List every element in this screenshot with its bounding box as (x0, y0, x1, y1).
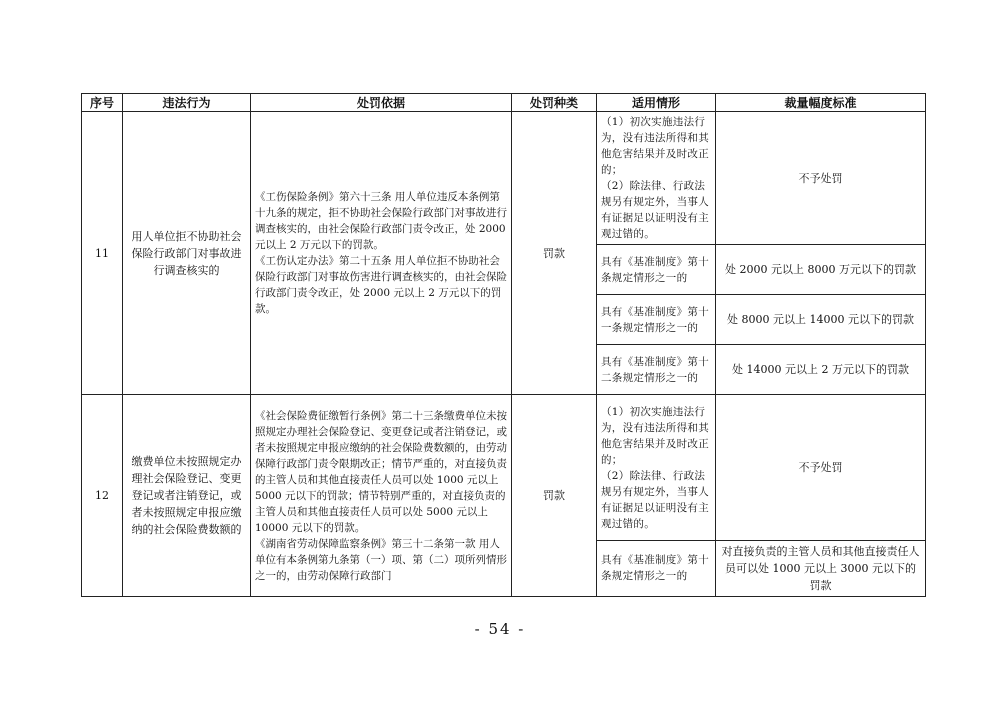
situation-cell: 具有《基准制度》第十条规定情形之一的 (597, 540, 716, 596)
situation-cell: 具有《基准制度》第十条规定情形之一的 (597, 245, 716, 295)
situation-cell: （1）初次实施违法行为，没有违法所得和其他危害结果并及时改正的； （2）除法律、行政法规另有规定外，当事人有证据足以证明没有主观过错的。 (597, 395, 716, 541)
situation-cell: 具有《基准制度》第十一条规定情形之一的 (597, 295, 716, 345)
standard-cell: 处 8000 元以上 14000 元以下的罚款 (716, 295, 926, 345)
table-row (82, 395, 926, 541)
row-number: 12 (82, 395, 123, 597)
violation-cell: 缴费单位未按照规定办理社会保险登记、变更登记或者注销登记，或者未按照规定申报应缴纳的社会保险费数额的 (123, 395, 251, 597)
basis-cell: 《工伤保险条例》第六十三条 用人单位违反本条例第十九条的规定，拒不协助社会保险行政部门对事故进行调查核实的，由社会保险行政部门责令改正，处 2000 元以上 2 万元以下的罚款。 《工伤认定办法》第二十五条 用人单位拒不协助社会保险行政部门对事故伤害进行调查核实的，由社会保险行政部门责令改正，处 2000 元以上 2 万元以下的罚款。 (251, 112, 512, 395)
table-row (82, 112, 926, 245)
table-header-row (82, 94, 926, 112)
standard-cell: 对直接负责的主管人员和其他直接责任人员可以处 1000 元以上 3000 元以下的罚款 (716, 540, 926, 596)
standard-cell: 不予处罚 (716, 112, 926, 245)
page-number: - 54 - (474, 620, 526, 638)
header-no: 序号 (82, 94, 123, 112)
header-type: 处罚种类 (512, 94, 597, 112)
penalty-type-cell: 罚款 (512, 112, 597, 395)
standard-cell: 处 2000 元以上 8000 万元以下的罚款 (716, 245, 926, 295)
header-situation: 适用情形 (597, 94, 716, 112)
violation-cell: 用人单位拒不协助社会保险行政部门对事故进行调查核实的 (123, 112, 251, 395)
situation-cell: （1）初次实施违法行为，没有违法所得和其他危害结果并及时改正的； （2）除法律、行政法规另有规定外，当事人有证据足以证明没有主观过错的。 (597, 112, 716, 245)
basis-cell: 《社会保险费征缴暂行条例》第二十三条缴费单位未按照规定办理社会保险登记、变更登记或者注销登记，或者未按照规定申报应缴纳的社会保险费数额的，由劳动保障行政部门责令限期改正；情节严重的，对直接负责的主管人员和其他直接责任人员可以处 1000 元以上 5000 元以下的罚款；情节特别严重的，对直接负责的主管人员和其他直接责任人员可以处 5000 元以上 10000 元以下的罚款。 《湖南省劳动保障监察条例》第三十二条第一款 用人单位有本条例第九条第（一）项、第（二）项所列情形之一的，由劳动保障行政部门 (251, 395, 512, 597)
header-standard: 裁量幅度标准 (716, 94, 926, 112)
penalty-standard-table (81, 93, 926, 597)
situation-cell: 具有《基准制度》第十二条规定情形之一的 (597, 345, 716, 395)
row-number: 11 (82, 112, 123, 395)
penalty-type-cell: 罚款 (512, 395, 597, 597)
header-basis: 处罚依据 (251, 94, 512, 112)
header-violation: 违法行为 (123, 94, 251, 112)
standard-cell: 处 14000 元以上 2 万元以下的罚款 (716, 345, 926, 395)
standard-cell: 不予处罚 (716, 395, 926, 541)
